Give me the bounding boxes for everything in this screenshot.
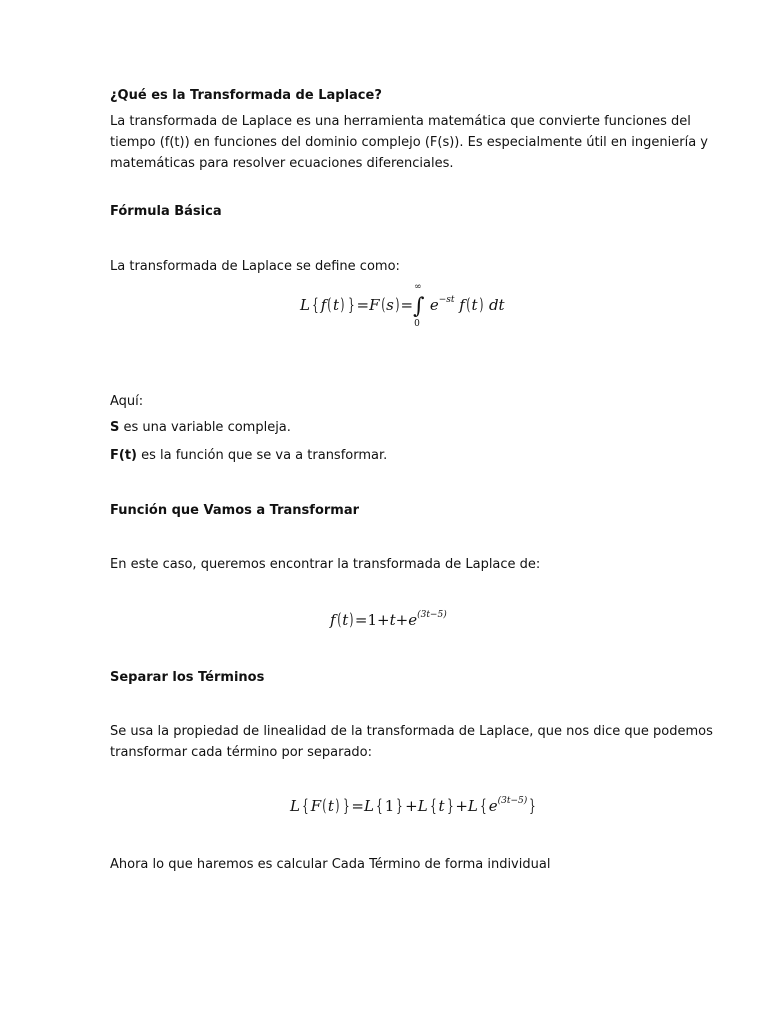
formula-symbol: = [400,296,414,314]
heading-que-es: ¿Qué es la Transformada de Laplace? [110,88,382,103]
formula-symbol: = [356,296,370,314]
formula-symbol: 1 [384,797,395,815]
formula-symbol: L [467,797,478,815]
formula-symbol: f [459,296,465,314]
formula-symbol: L [363,797,374,815]
integral-upper-limit: ∞ [414,282,422,292]
laplace-definition-formula: L { f(t) } =F(s)=∫ ∞ 0 $e^{-st}$ f(t) dt [300,282,505,329]
formula-symbol: t [342,611,349,629]
formula-symbol: L [417,797,428,815]
ft-text: es la función que se va a transformar. [136,448,388,463]
formula-symbol: F [369,296,380,314]
define-text: La transformada de Laplace se define como: [110,259,400,274]
formula-symbol: + [455,797,468,815]
linealidad-paragraph [110,721,713,763]
formula-symbol: F [310,797,322,815]
formula-symbol: f [320,296,327,314]
formula-symbol: e [408,611,418,629]
formula-symbol: t [389,611,396,629]
linearity-formula: L { F(t) } =L { 1 } +L { t } +L { $e^{(3t-5)}$ } [290,796,536,816]
formula-symbol: L [300,296,310,314]
formula-symbol: + [395,611,409,629]
closing-text: Ahora lo que haremos es calcular Cada Término de forma individual [110,857,551,872]
intro-paragraph [110,111,708,174]
function-formula: $f(t)=1+t+e^{(3t-5)}$ [330,610,447,630]
s-label: S [110,420,120,435]
formula-symbol: dt [488,296,505,314]
linealidad-line: Se usa la propiedad de linealidad de la transformada de Laplace, que nos dice que podemos [110,724,713,739]
heading-formula-basica: Fórmula Básica [110,204,222,219]
heading-separar: Separar los Términos [110,670,265,685]
formula-symbol: L [290,797,300,815]
intro-line: tiempo (f(t)) en funciones del dominio complejo (F(s)). Es especialmente útil en ingeniería y [110,135,708,150]
aqui-label: Aquí: [110,394,144,409]
formula-symbol: t [333,296,340,314]
caso-text: En este caso, queremos encontrar la transformada de Laplace de: [110,557,541,572]
formula-exponent: (3t−5) [417,610,447,620]
formula-symbol: 1 [367,611,377,629]
ft-definition [110,445,387,466]
formula-symbol: s [386,296,394,314]
formula-exponent: −st [438,295,455,305]
formula-symbol: t [438,797,445,815]
formula-symbol: + [377,611,390,629]
intro-line: matemáticas para resolver ecuaciones diferenciales. [110,156,454,171]
formula-exponent: (3t−5) [497,796,528,806]
formula-symbol: + [405,797,418,815]
formula-symbol: e [429,296,439,314]
intro-line: La transformada de Laplace es una herramienta matemática que convierte funciones del [110,114,691,129]
heading-funcion: Función que Vamos a Transformar [110,503,360,518]
formula-symbol: t [471,296,478,314]
formula-symbol: t [327,797,334,815]
formula-symbol: f [330,611,336,629]
s-definition [110,417,291,438]
integral-lower-limit: 0 [414,319,420,329]
formula-symbol: e [488,797,498,815]
formula-symbol: = [354,611,368,629]
integral-sign: ∫ ∞ 0 [413,282,425,329]
formula-symbol: = [351,797,364,815]
ft-label: F(t) [110,448,137,463]
linealidad-line: transformar cada término por separado: [110,745,373,760]
s-text: es una variable compleja. [119,420,291,435]
